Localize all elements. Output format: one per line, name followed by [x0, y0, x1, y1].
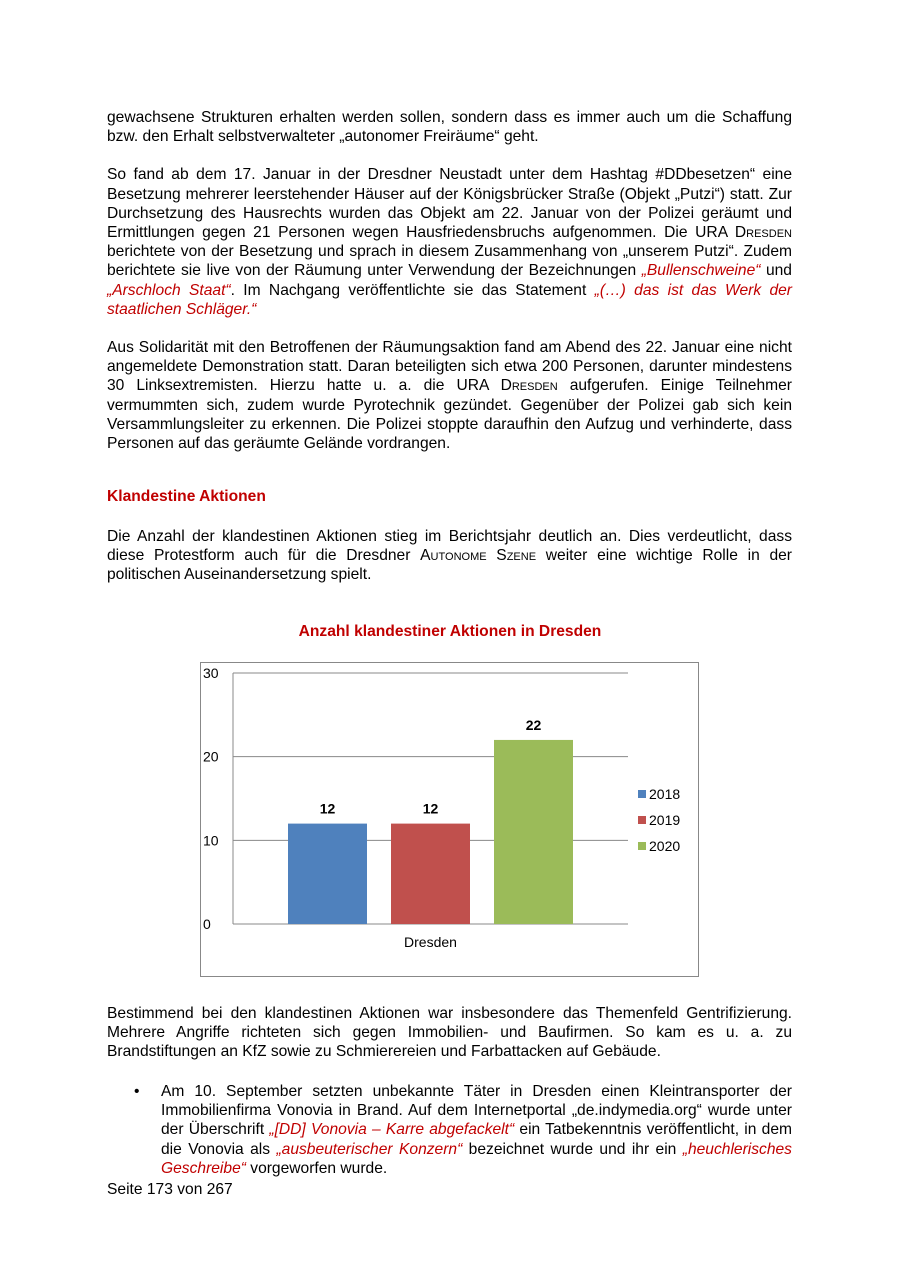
quote: „Bullenschweine“ — [641, 262, 761, 280]
paragraph-intro: gewachsene Strukturen erhalten werden sollen, sondern dass es immer auch um die Schaffung bzw. den Erhalt selbstverwalteter „autonomer Freiräume“ geht. — [107, 109, 792, 146]
text-column — [107, 108, 792, 472]
quote: „ausbeuterischer Konzern“ — [276, 1140, 463, 1158]
legend-label: 2019 — [649, 812, 681, 828]
chart-title: Anzahl klandestiner Aktionen in Dresden — [298, 623, 602, 640]
paragraph-besetzung: So fand ab dem 17. Januar in der Dresdner Neustadt unter dem Hashtag #DDbesetzen“ eine Besetzung mehrerer leerstehender Häuser auf der Königsbrücker Straße (Objekt „Putzi“) statt. Zur Durchsetzung des Hausrechts wurden das Objekt am 22. Januar von der Polizei geräumt und Ermittlungen gegen 21 Personen wegen Hausfriedensbruchs aufgenommen. Die URA Dresden berichtete von der Besetzung und sprach in diesem Zusammenhang von „unserem Putzi“. Zudem berichtete sie live von der Räumung unter Verwendung der Bezeichnungen „Bullenschweine“ und „Arschloch Staat“. Im Nachgang veröffentlichte sie das Statement „(…) das ist das Werk der staatlichen Schläger.“ — [107, 166, 792, 318]
list-item: Am 10. September setzten unbekannte Täter in Dresden einen Kleintransporter der Immobilienfirma Vonovia in Brand. Auf dem Internetportal „de.indymedia.org“ wurde unter der Überschrift „[DD] Vonovia – Karre abgefackelt“ ein Tatbekenntnis veröffentlicht, in dem die Vonovia als „ausbeuterischer Konzern“ bezeichnet wurde und ihr ein „heuchlerisches Geschreibe“ vorgeworfen wurde. — [161, 1083, 792, 1177]
y-tick-label: 20 — [203, 748, 219, 765]
y-tick-label: 30 — [203, 665, 219, 681]
section-heading: Klandestine Aktionen — [107, 488, 266, 505]
org-name: Dresden — [500, 377, 558, 395]
y-tick-label: 10 — [203, 832, 219, 849]
bar-2019 — [391, 824, 470, 924]
x-category-label: Dresden — [404, 934, 457, 950]
legend-swatch — [638, 842, 646, 850]
scene-name: Autonome Szene — [420, 547, 537, 565]
bar-chart — [200, 662, 700, 978]
org-name: Dresden — [734, 224, 792, 242]
chart-frame — [201, 663, 699, 977]
paragraph-demonstration: Aus Solidarität mit den Betroffenen der Räumungsaktion fand am Abend des 22. Januar eine nicht angemeldete Demonstration statt. Daran beteiligten sich etwa 200 Personen, darunter mindestens 30 Linksextremisten. Hierzu hatte u. a. die URA Dresden aufgerufen. Einige Teilnehmer vermummten sich, zudem wurde Pyrotechnik gezündet. Gegenüber der Polizei gab sich kein Versammlungsleiter zu erkennen. Die Polizei stoppte daraufhin den Aufzug und verhinderte, dass Personen auf das geräumte Gelände vordrangen. — [107, 339, 792, 453]
bullet-list — [107, 1082, 792, 1178]
bar-2020 — [494, 740, 573, 924]
data-label: 12 — [319, 800, 336, 817]
paragraph-klandestine: Die Anzahl der klandestinen Aktionen stieg im Berichtsjahr deutlich an. Dies verdeutlicht, dass diese Protestform auch für die Dresdner Autonome Szene weiter eine wichtige Rolle in der politischen Auseinandersetzung spielt. — [107, 528, 792, 584]
paragraph-gentrifizierung: Bestimmend bei den klandestinen Aktionen war insbesondere das Themenfeld Gentrifizierung. Mehrere Angriffe richteten sich gegen Immobilien- und Baufirmen. So kam es u. a. zu Brandstiftungen an KfZ sowie zu Schmierereien und Farbattacken auf Gebäude. — [107, 1005, 792, 1061]
bar-2018 — [288, 824, 367, 924]
legend-label: 2018 — [649, 786, 681, 802]
data-label: 12 — [422, 800, 439, 817]
legend-swatch — [638, 816, 646, 824]
data-label: 22 — [525, 716, 542, 733]
y-tick-label: 0 — [203, 916, 211, 932]
quote: „Arschloch Staat“ — [107, 281, 231, 299]
legend-swatch — [638, 790, 646, 798]
quote: „[DD] Vonovia – Karre abgefackelt“ — [269, 1121, 515, 1139]
legend-label: 2020 — [649, 838, 681, 854]
bullet-marker: • — [134, 1083, 140, 1100]
page-footer: Seite 173 von 267 — [107, 1181, 233, 1198]
quote: „(…) das ist das Werk der staatlichen Schläger.“ — [107, 281, 792, 318]
quote: „heuchlerisches Geschreibe“ — [161, 1140, 792, 1177]
